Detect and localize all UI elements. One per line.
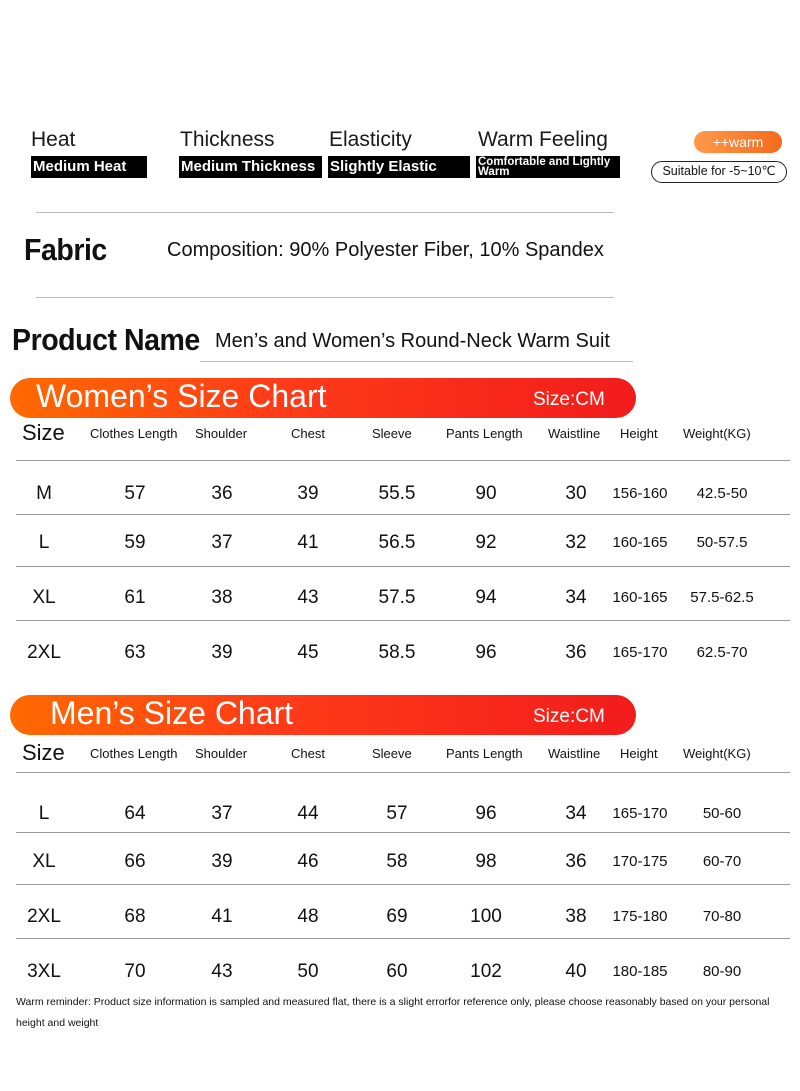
cell-shoulder: 37 bbox=[211, 803, 233, 824]
cell-shoulder: 43 bbox=[211, 961, 233, 982]
row-divider bbox=[16, 832, 790, 833]
cell-pants-length: 96 bbox=[475, 642, 497, 663]
cell-size: 3XL bbox=[27, 961, 61, 982]
cell-clothes-length: 66 bbox=[124, 851, 146, 872]
header-weight: Weight(KG) bbox=[683, 426, 751, 441]
cell-sleeve: 58 bbox=[386, 851, 408, 872]
cell-sleeve: 60 bbox=[386, 961, 408, 982]
row-divider bbox=[16, 514, 790, 515]
cell-pants-length: 94 bbox=[475, 587, 497, 608]
cell-height: 180-185 bbox=[612, 963, 668, 980]
cell-clothes-length: 59 bbox=[124, 532, 146, 553]
cell-size: 2XL bbox=[27, 906, 61, 927]
cell-shoulder: 37 bbox=[211, 532, 233, 553]
cell-clothes-length: 68 bbox=[124, 906, 146, 927]
cell-waistline: 32 bbox=[565, 532, 587, 553]
header-pants-length: Pants Length bbox=[446, 426, 523, 441]
cell-height: 160-165 bbox=[612, 589, 668, 606]
attr-elasticity-label: Elasticity bbox=[329, 128, 412, 151]
cell-clothes-length: 64 bbox=[124, 803, 146, 824]
cell-sleeve: 57 bbox=[386, 803, 408, 824]
cell-shoulder: 36 bbox=[211, 483, 233, 504]
attr-heat-value: Medium Heat bbox=[31, 156, 147, 178]
cell-clothes-length: 61 bbox=[124, 587, 146, 608]
cell-weight: 50-57.5 bbox=[696, 534, 748, 551]
product-name-text: Men’s and Women’s Round-Neck Warm Suit bbox=[215, 330, 610, 352]
cell-pants-length: 102 bbox=[470, 961, 502, 982]
cell-size: M bbox=[36, 483, 52, 504]
header-waistline: Waistline bbox=[548, 746, 601, 761]
men-chart-unit: Size:CM bbox=[533, 706, 605, 727]
cell-weight: 50-60 bbox=[702, 805, 742, 822]
cell-weight: 57.5-62.5 bbox=[690, 589, 754, 606]
header-height: Height bbox=[620, 746, 658, 761]
cell-chest: 39 bbox=[297, 483, 319, 504]
header-height: Height bbox=[620, 426, 658, 441]
header-shoulder: Shoulder bbox=[195, 746, 248, 761]
cell-pants-length: 100 bbox=[470, 906, 502, 927]
cell-height: 175-180 bbox=[612, 908, 668, 925]
cell-waistline: 34 bbox=[565, 803, 587, 824]
header-clothes-length: Clothes Length bbox=[90, 746, 178, 761]
cell-sleeve: 57.5 bbox=[378, 587, 416, 608]
cell-weight: 42.5-50 bbox=[696, 485, 748, 502]
cell-clothes-length: 57 bbox=[124, 483, 146, 504]
cell-height: 156-160 bbox=[612, 485, 668, 502]
fabric-composition: Composition: 90% Polyester Fiber, 10% Spandex bbox=[167, 239, 604, 261]
cell-size: L bbox=[38, 532, 50, 553]
cell-sleeve: 55.5 bbox=[378, 483, 416, 504]
cell-chest: 43 bbox=[297, 587, 319, 608]
cell-height: 165-170 bbox=[612, 805, 668, 822]
header-size: Size bbox=[22, 740, 65, 765]
cell-waistline: 36 bbox=[565, 851, 587, 872]
header-shoulder: Shoulder bbox=[195, 426, 248, 441]
cell-pants-length: 96 bbox=[475, 803, 497, 824]
header-size: Size bbox=[22, 420, 65, 445]
cell-shoulder: 41 bbox=[211, 906, 233, 927]
cell-chest: 50 bbox=[297, 961, 319, 982]
women-chart-unit: Size:CM bbox=[533, 389, 605, 410]
attr-warm-feeling-value: Comfortable and Lightly Warm bbox=[476, 156, 620, 178]
cell-size: 2XL bbox=[27, 642, 61, 663]
cell-waistline: 34 bbox=[565, 587, 587, 608]
attr-thickness-value: Medium Thickness bbox=[179, 156, 322, 178]
cell-height: 160-165 bbox=[612, 534, 668, 551]
attr-heat-label: Heat bbox=[31, 128, 76, 151]
cell-pants-length: 98 bbox=[475, 851, 497, 872]
attr-thickness-label: Thickness bbox=[180, 128, 275, 151]
cell-sleeve: 56.5 bbox=[378, 532, 416, 553]
cell-chest: 44 bbox=[297, 803, 319, 824]
row-divider bbox=[16, 620, 790, 621]
cell-size: XL bbox=[32, 851, 56, 872]
header-sleeve: Sleeve bbox=[372, 746, 412, 761]
cell-clothes-length: 63 bbox=[124, 642, 146, 663]
temperature-badge: Suitable for -5~10℃ bbox=[651, 161, 787, 183]
divider bbox=[200, 361, 633, 362]
cell-weight: 80-90 bbox=[702, 963, 742, 980]
cell-chest: 48 bbox=[297, 906, 319, 927]
divider bbox=[36, 297, 614, 298]
cell-height: 170-175 bbox=[612, 853, 668, 870]
cell-pants-length: 90 bbox=[475, 483, 497, 504]
header-sleeve: Sleeve bbox=[372, 426, 412, 441]
cell-clothes-length: 70 bbox=[124, 961, 146, 982]
row-divider bbox=[16, 938, 790, 939]
divider bbox=[36, 212, 614, 213]
cell-size: L bbox=[38, 803, 50, 824]
cell-waistline: 40 bbox=[565, 961, 587, 982]
cell-chest: 41 bbox=[297, 532, 319, 553]
cell-pants-length: 92 bbox=[475, 532, 497, 553]
cell-waistline: 30 bbox=[565, 483, 587, 504]
header-weight: Weight(KG) bbox=[683, 746, 751, 761]
cell-weight: 70-80 bbox=[702, 908, 742, 925]
cell-shoulder: 39 bbox=[211, 851, 233, 872]
row-divider bbox=[16, 884, 790, 885]
header-chest: Chest bbox=[291, 426, 325, 441]
cell-height: 165-170 bbox=[612, 644, 668, 661]
women-chart-title: Women’s Size Chart bbox=[36, 378, 327, 414]
cell-sleeve: 58.5 bbox=[378, 642, 416, 663]
attr-elasticity-value: Slightly Elastic bbox=[328, 156, 470, 178]
cell-size: XL bbox=[32, 587, 56, 608]
cell-waistline: 36 bbox=[565, 642, 587, 663]
cell-chest: 46 bbox=[297, 851, 319, 872]
product-name-title: Product Name bbox=[12, 322, 200, 357]
cell-weight: 60-70 bbox=[702, 853, 742, 870]
warm-badge: ++warm bbox=[694, 131, 782, 153]
cell-sleeve: 69 bbox=[386, 906, 408, 927]
row-divider bbox=[16, 460, 790, 461]
cell-chest: 45 bbox=[297, 642, 319, 663]
fabric-title: Fabric bbox=[24, 232, 107, 267]
cell-weight: 62.5-70 bbox=[696, 644, 748, 661]
header-waistline: Waistline bbox=[548, 426, 601, 441]
row-divider bbox=[16, 566, 790, 567]
cell-waistline: 38 bbox=[565, 906, 587, 927]
cell-shoulder: 38 bbox=[211, 587, 233, 608]
header-pants-length: Pants Length bbox=[446, 746, 523, 761]
warm-reminder-note: Warm reminder: Product size information is sampled and measured flat, there is a slight errorfor reference only, please choose reasonably based on your personal height and weight bbox=[16, 996, 770, 1029]
cell-shoulder: 39 bbox=[211, 642, 233, 663]
row-divider bbox=[16, 772, 790, 773]
header-chest: Chest bbox=[291, 746, 325, 761]
attr-warm-feeling-label: Warm Feeling bbox=[478, 128, 608, 151]
men-chart-title: Men’s Size Chart bbox=[50, 695, 294, 731]
header-clothes-length: Clothes Length bbox=[90, 426, 178, 441]
